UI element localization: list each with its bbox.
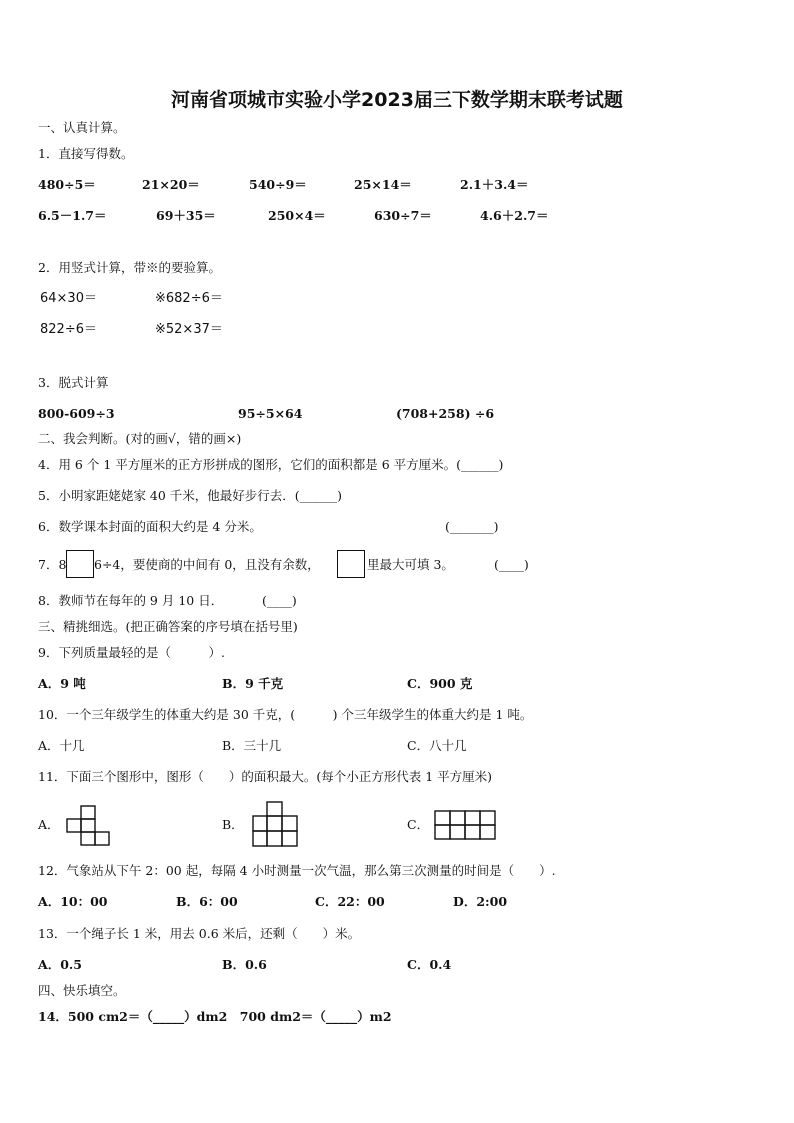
q1-item: 480÷5＝: [38, 177, 96, 192]
q3-label: 3．脱式计算: [38, 375, 109, 390]
q10-option-a[interactable]: A．十几: [38, 738, 85, 753]
q10-stem: 10．一个三年级学生的体重大约是 30 千克，( ) 个三年级学生的体重大约是 1 吨。: [38, 707, 533, 722]
page-title: 河南省项城市实验小学2023届三下数学期末联考试题: [171, 89, 623, 111]
q12-stem: 12．气象站从下午 2：00 起，每隔 4 小时测量一次气温，那么第三次测量的时间是（ ）.: [38, 863, 556, 878]
q1-label: 1．直接写得数。: [38, 146, 134, 161]
q1-item: 250×4＝: [268, 208, 326, 223]
q2-item: 64×30＝: [40, 291, 97, 306]
q1-item: 69＋35＝: [156, 208, 216, 223]
q3-item: (708+258) ÷6: [396, 406, 495, 421]
q11-figure-c: [434, 810, 496, 840]
q6-blank[interactable]: (_______): [445, 519, 499, 534]
q11-stem: 11．下面三个图形中，图形（ ）的面积最大。(每个小正方形代表 1 平方厘米): [38, 769, 493, 784]
q12-option-b[interactable]: B．6：00: [176, 894, 238, 909]
q6-text: 6．数学课本封面的面积大约是 4 分米。: [38, 519, 262, 534]
q1-item: 25×14＝: [354, 177, 412, 192]
q12-option-c[interactable]: C．22：00: [315, 894, 385, 909]
q13-option-a[interactable]: A．0.5: [38, 957, 82, 972]
q1-item: 540÷9＝: [249, 177, 307, 192]
q11-option-c[interactable]: C．: [407, 817, 430, 832]
q11-figure-b: [252, 801, 298, 847]
q7-middle: 6÷4，要使商的中间有 0，且没有余数，: [94, 557, 320, 572]
q7-blank[interactable]: (____): [494, 557, 529, 572]
q1-item: 21×20＝: [142, 177, 200, 192]
section-3-heading: 三、精挑细选。(把正确答案的序号填在括号里): [38, 619, 298, 634]
q12-option-d[interactable]: D．2:00: [453, 894, 508, 909]
section-2-heading: 二、我会判断。(对的画√，错的画×): [38, 431, 242, 446]
q2-item: ※52×37＝: [155, 322, 223, 337]
q4-text: 4．用 6 个 1 平方厘米的正方形拼成的图形，它们的面积都是 6 平方厘米。(______): [38, 457, 504, 472]
q1-item: 2.1＋3.4＝: [460, 177, 529, 192]
q11-option-b[interactable]: B．: [222, 817, 244, 832]
q12-option-a[interactable]: A．10：00: [38, 894, 108, 909]
q5-text: 5．小明家距姥姥家 40 千米，他最好步行去．(______): [38, 488, 343, 503]
q1-item: 6.5－1.7＝: [38, 208, 107, 223]
q7-number: 7．8: [38, 557, 67, 572]
q8-text: 8．教师节在每年的 9 月 10 日．: [38, 593, 224, 608]
q9-option-c[interactable]: C．900 克: [407, 676, 473, 691]
q8-blank[interactable]: (____): [262, 593, 297, 608]
q9-stem: 9．下列质量最轻的是（ ）.: [38, 645, 225, 660]
q13-stem: 13．一个绳子长 1 米，用去 0.6 米后，还剩（ ）米。: [38, 926, 361, 941]
q14-text: 14．500 cm2＝（_____）dm2 700 dm2＝（_____）m2: [38, 1009, 392, 1024]
q9-option-b[interactable]: B．9 千克: [222, 676, 284, 691]
q3-item: 95÷5×64: [238, 406, 303, 421]
section-1-heading: 一、认真计算。: [38, 120, 126, 135]
q7-tail: 里最大可填 3。: [367, 557, 454, 572]
q7-box-1[interactable]: [66, 550, 94, 578]
q2-item: 822÷6＝: [40, 322, 97, 337]
section-4-heading: 四、快乐填空。: [38, 983, 126, 998]
q3-item: 800-609÷3: [38, 406, 115, 421]
q2-item: ※682÷6＝: [155, 291, 223, 306]
q13-option-c[interactable]: C．0.4: [407, 957, 452, 972]
q1-item: 630÷7＝: [374, 208, 432, 223]
q9-option-a[interactable]: A．9 吨: [38, 676, 86, 691]
q1-item: 4.6＋2.7＝: [480, 208, 549, 223]
q7-box-2[interactable]: [337, 550, 365, 578]
q10-option-b[interactable]: B．三十几: [222, 738, 282, 753]
q2-label: 2．用竖式计算，带※的要验算。: [38, 260, 221, 275]
q11-option-a[interactable]: A．: [38, 817, 60, 832]
q10-option-c[interactable]: C．八十几: [407, 738, 467, 753]
q11-figure-a: [66, 805, 110, 847]
q13-option-b[interactable]: B．0.6: [222, 957, 267, 972]
